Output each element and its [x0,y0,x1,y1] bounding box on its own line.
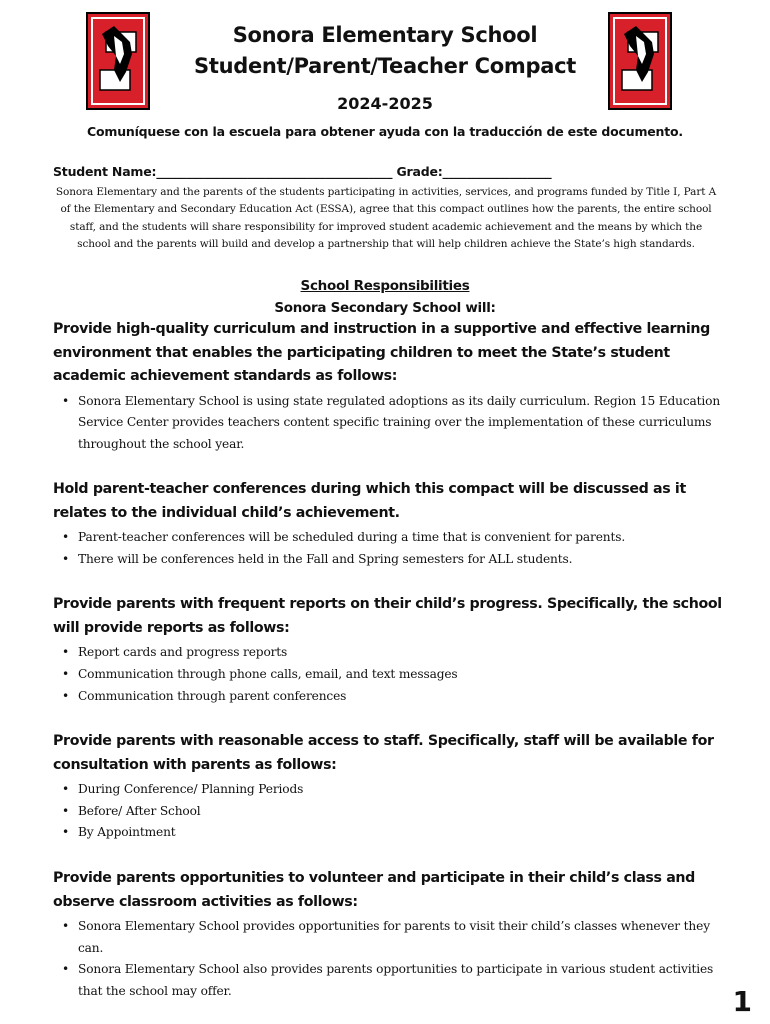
list-item: • By Appointment [78,822,733,844]
list-item: • Parent-teacher conferences will be scheduled during a time that is convenient for parents. [78,527,733,549]
responsibilities-list [53,318,733,1002]
grade-field: __________________ [442,164,552,179]
responsibility-heading: Provide parents opportunities to volunteer and participate in their child’s class and observe classroom activities as follows: [53,870,695,910]
bullet-list [53,642,733,707]
document-header [160,20,610,113]
list-item: • Sonora Elementary School provides opportunities for parents to visit their child’s classes whenever they can. [78,916,733,959]
bullet-list [53,916,733,1002]
list-item: • Sonora Elementary School is using state regulated adoptions as its daily curriculum. Region 15 Education Service Center provides teachers content specific training over the implementation of these curriculums throughout the school year. [78,391,733,456]
list-item: • Communication through parent conferences [78,686,733,708]
responsibility-heading: Provide parents with frequent reports on their child’s progress. Specifically, the school will provide reports as follows: [53,596,722,636]
responsibility-block [53,593,733,707]
list-item: • During Conference/ Planning Periods [78,779,733,801]
bullet-list [53,779,733,844]
list-item: • Before/ After School [78,801,733,823]
section-header [0,275,770,319]
responsibility-block [53,867,733,1002]
section-title: School Responsibilities [300,278,470,294]
document-title: Sonora Elementary School [232,23,538,47]
bullet-list [53,391,733,456]
list-item: • Communication through phone calls, email, and text messages [78,664,733,686]
school-year: 2024-2025 [337,94,433,113]
responsibility-block [53,478,733,570]
translation-note: Comuníquese con la escuela para obtener ayuda con la traducción de este documento. [87,124,683,139]
bullet-list [53,527,733,570]
student-name-label: Student Name: [53,164,157,179]
school-logo-right [608,12,672,110]
responsibility-heading: Provide parents with reasonable access to staff. Specifically, staff will be available for consultation with parents as follows: [53,733,714,773]
document-subtitle: Student/Parent/Teacher Compact [194,54,576,78]
page-number: 1 [732,985,752,1018]
section-subtitle: Sonora Secondary School will: [274,300,496,316]
responsibility-block [53,318,733,455]
responsibility-heading: Hold parent-teacher conferences during which this compact will be discussed as it relates to the individual child’s achievement. [53,481,686,521]
intro-paragraph: Sonora Elementary and the parents of the students participating in activities, services, and programs funded by Title I, Part A of the Elementary and Secondary Education Act (ESSA), agree that this compact outlines how the parents, the entire school staff, and the students will share responsibility for improved student academic achievement and the means by which the school and the parents will build and develop a partnership that will help children achieve the State’s high standards. [55,186,717,250]
grade-label: Grade: [396,164,443,179]
responsibility-heading: Provide high-quality curriculum and instruction in a supportive and effective learning environment that enables the participating children to meet the State’s student academic achievement standards as follows: [53,321,710,384]
list-item: • Sonora Elementary School also provides parents opportunities to participate in various student activities that the school may offer. [78,959,733,1002]
responsibility-block [53,730,733,844]
student-name-field: _______________________________________ [156,164,393,179]
list-item: • Report cards and progress reports [78,642,733,664]
school-logo-left [86,12,150,110]
list-item: • There will be conferences held in the Fall and Spring semesters for ALL students. [78,549,733,571]
student-info-line [53,164,723,179]
